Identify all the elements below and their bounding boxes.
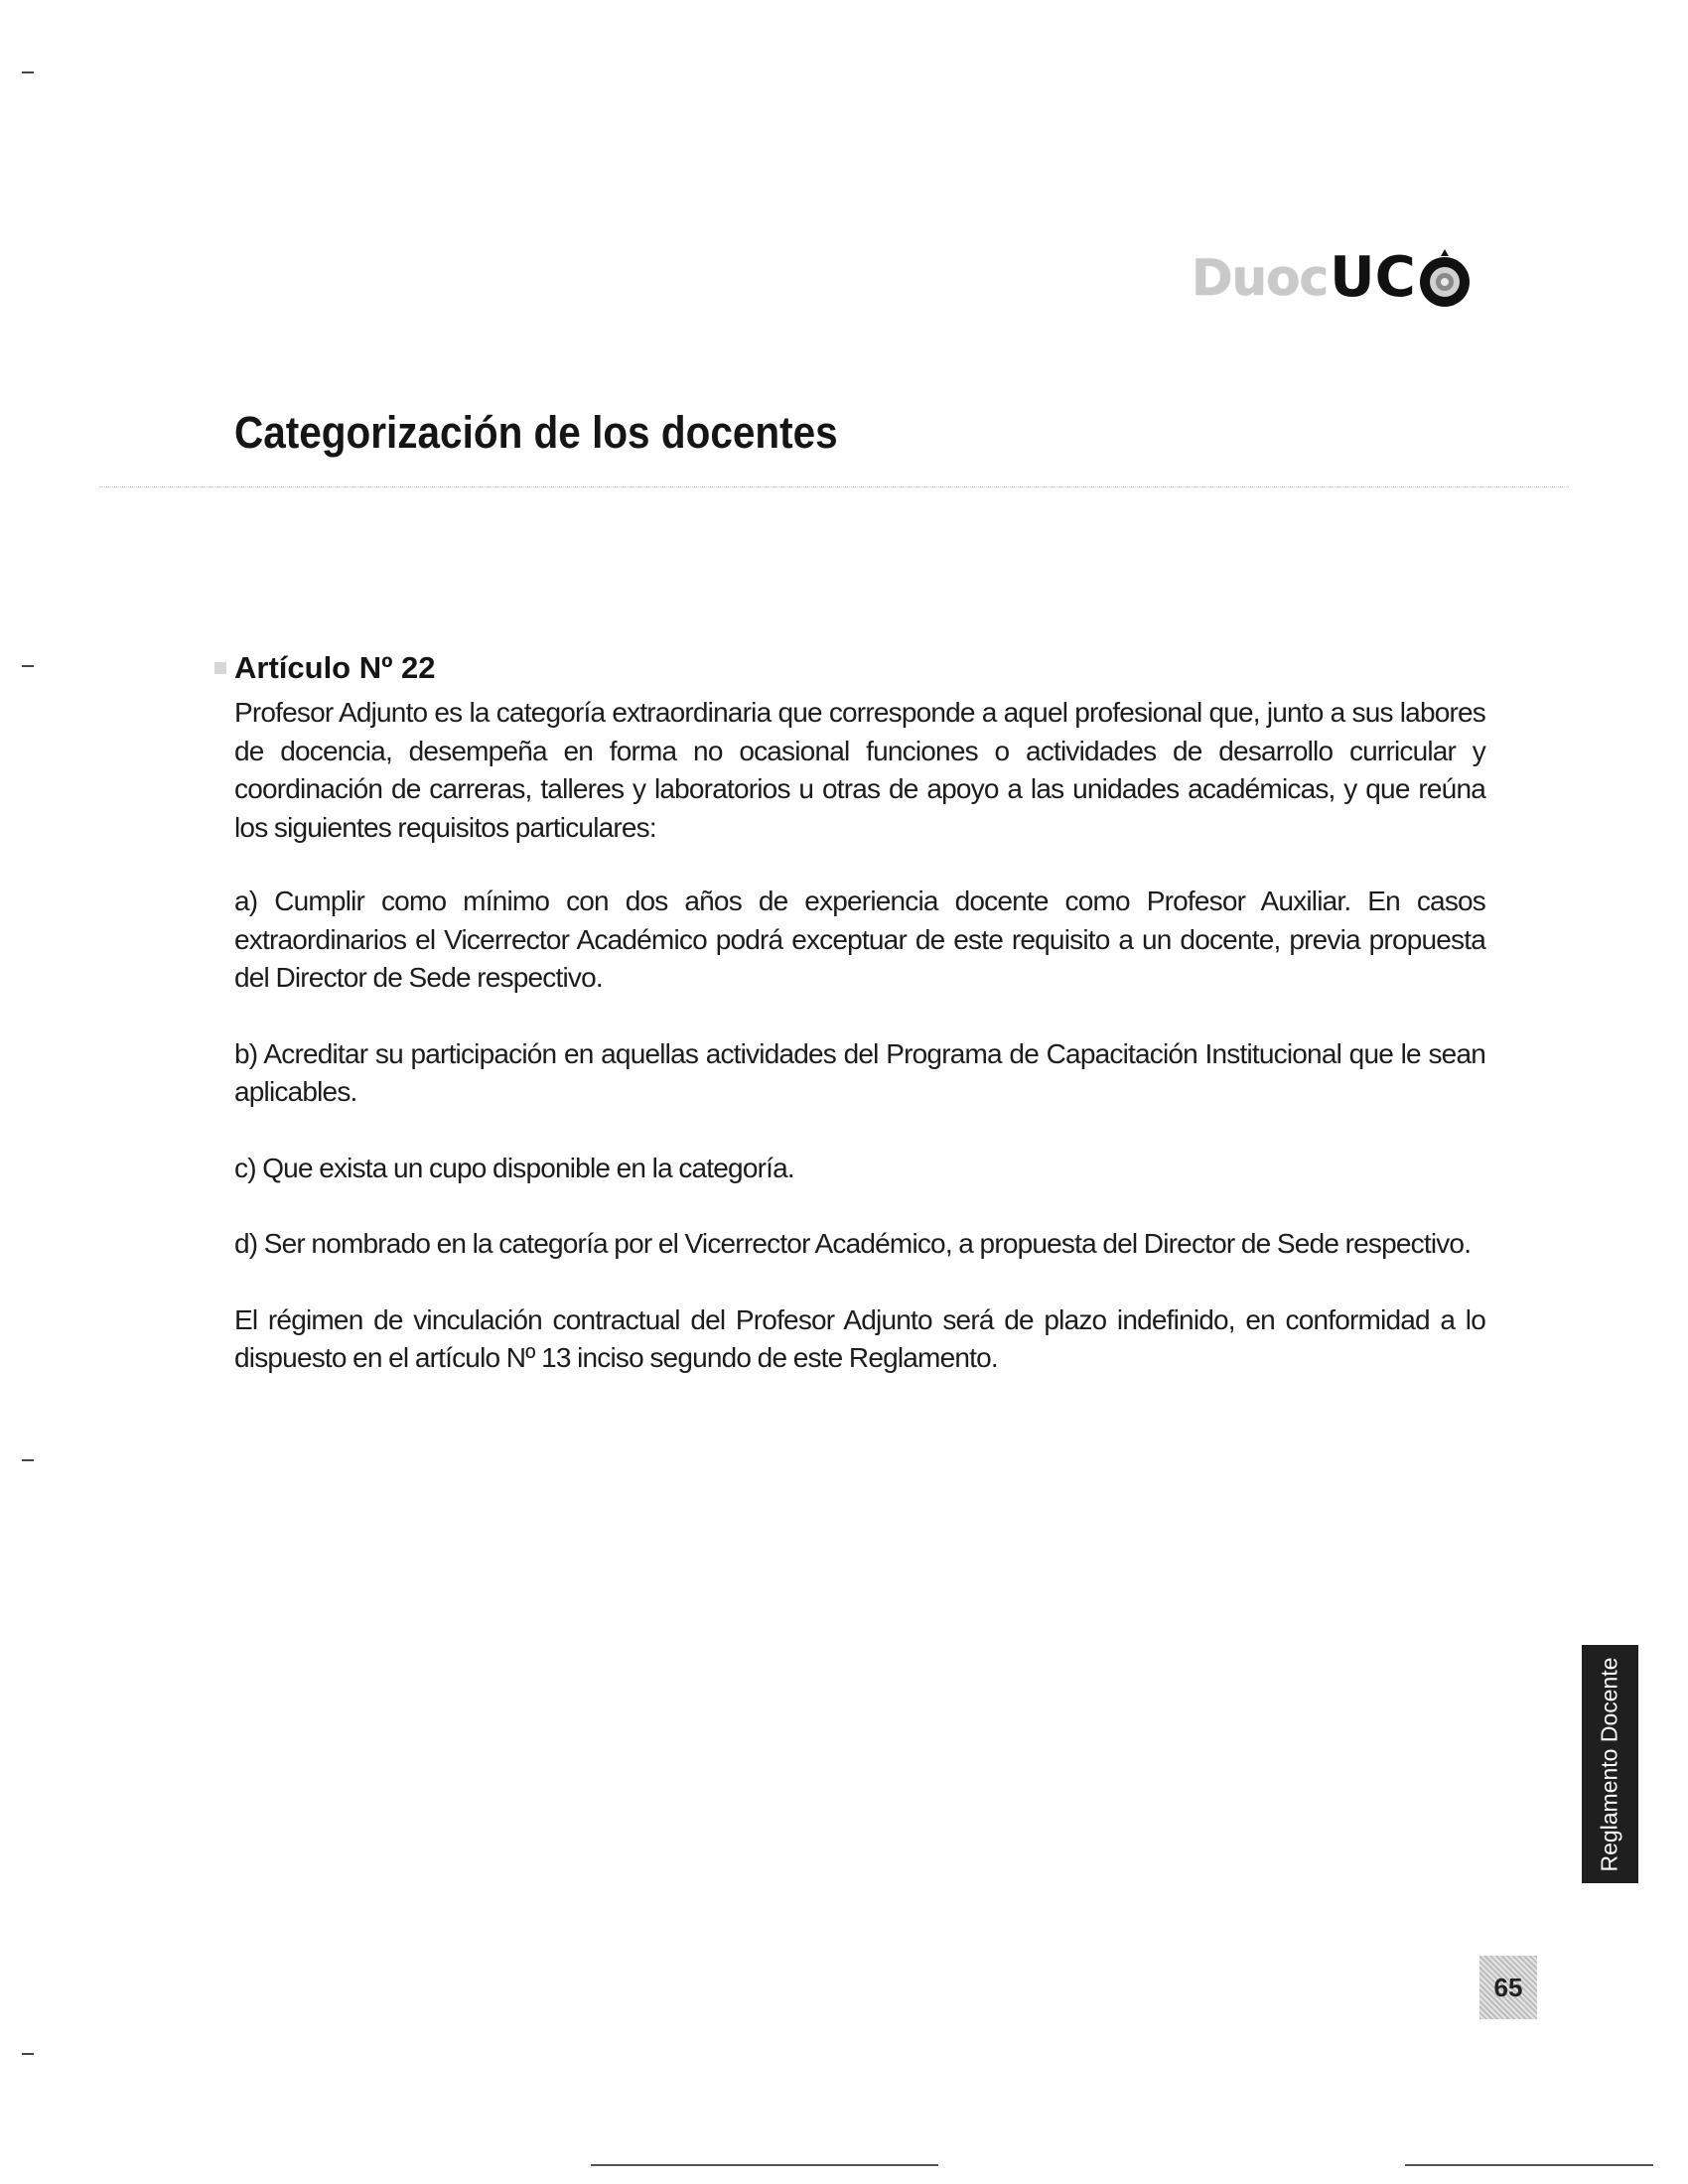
- scan-mark: [22, 1459, 34, 1461]
- logo-uc-text: UC: [1330, 245, 1416, 310]
- requirement-a: a) Cumplir como mínimo con dos años de experiencia docente como Profesor Auxiliar. En casos extraordinarios el Vicerrector Académico podrá exceptuar de este requisito a un docente, previa propuesta del Director de Sede respectivo.: [234, 886, 1485, 993]
- requirement-d: d) Ser nombrado en la categoría por el Vicerrector Académico, a propuesta del Director de Sede respectivo.: [234, 1228, 1472, 1259]
- article-heading-text: Artículo Nº 22: [234, 650, 436, 685]
- page-title: Categorización de los docentes: [234, 407, 838, 458]
- scan-rule: [591, 2164, 938, 2166]
- bullet-square-icon: [214, 662, 226, 674]
- logo-duoc-text: Duoc: [1192, 249, 1329, 307]
- scan-rule: [1405, 2164, 1653, 2166]
- duoc-uc-logo: [1192, 238, 1489, 318]
- scan-mark: [22, 665, 34, 667]
- section-side-tab: [1582, 1645, 1638, 1883]
- page-number: 65: [1493, 1972, 1523, 2002]
- title-divider: [99, 486, 1569, 487]
- scan-mark: [22, 2053, 34, 2055]
- document-body: [234, 650, 1485, 1416]
- side-tab-label: Reglamento Docente: [1597, 1656, 1623, 1872]
- article-intro-paragraph: Profesor Adjunto es la categoría extraordinaria que corresponde a aquel profesional que, junto a sus labores de docencia, desempeña en forma no ocasional funciones o actividades de desarrollo curricular y coordinación de carreras, talleres y laboratorios u otras de apoyo a las unidades académicas, y que reúna los siguientes requisitos particulares:: [234, 697, 1485, 843]
- scan-mark: [22, 71, 34, 73]
- university-seal-icon: [1418, 247, 1472, 309]
- requirement-c: c) Que exista un cupo disponible en la categoría.: [234, 1152, 794, 1183]
- article-heading: [234, 650, 1485, 686]
- closing-paragraph: El régimen de vinculación contractual del Profesor Adjunto será de plazo indefinido, en conformidad a lo dispuesto en el artículo Nº 13 inciso segundo de este Reglamento.: [234, 1303, 1485, 1373]
- page-number-box: [1479, 1956, 1537, 2019]
- requirement-b: b) Acreditar su participación en aquellas actividades del Programa de Capacitación Institucional que le sean aplicables.: [234, 1037, 1485, 1107]
